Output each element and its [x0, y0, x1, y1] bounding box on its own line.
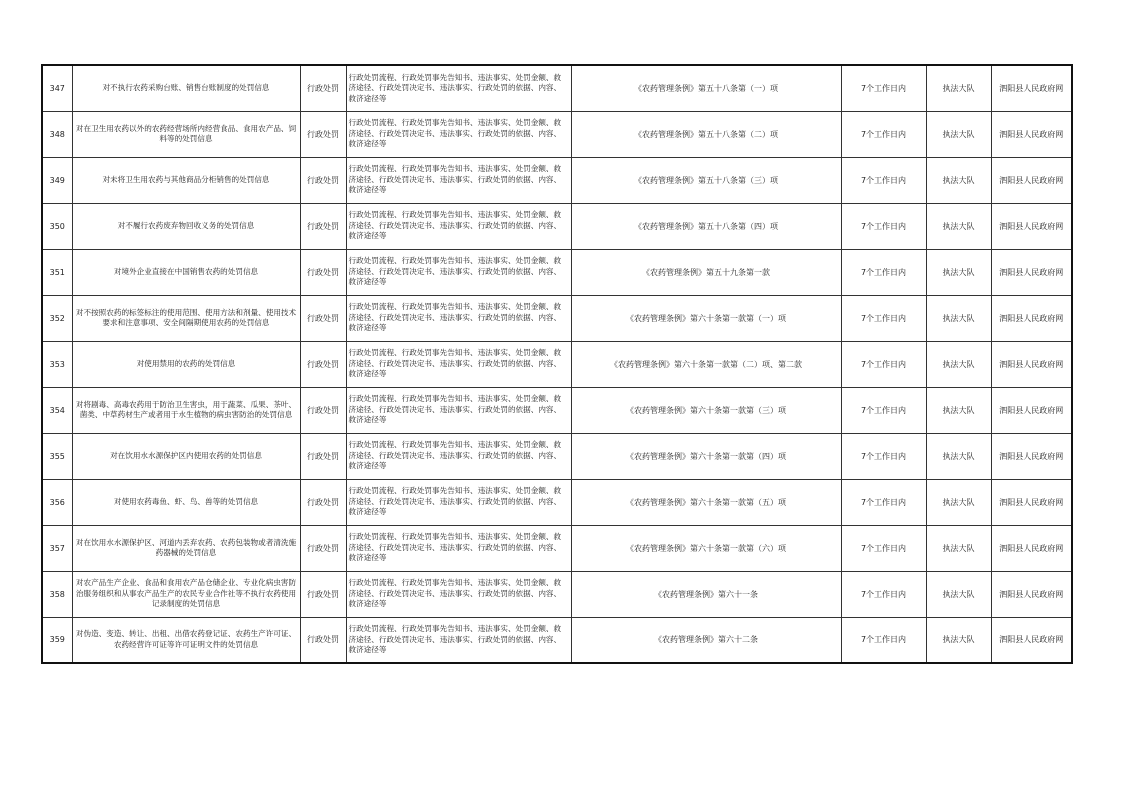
disclosure-content-cell: 行政处罚流程、行政处罚事先告知书、违法事实、处罚金额、救济途径、行政处罚决定书、违法事实、行政处罚的依据、内容、救济途径等 — [346, 341, 571, 387]
item-name-cell: 对不履行农药废弃物回收义务的处罚信息 — [72, 203, 300, 249]
row-number-cell: 353 — [42, 341, 72, 387]
row-number-cell: 352 — [42, 295, 72, 341]
row-number-cell: 354 — [42, 387, 72, 433]
legal-basis-cell: 《农药管理条例》第六十条第一款第（六）项 — [571, 525, 841, 571]
item-name-cell: 对境外企业直接在中国销售农药的处罚信息 — [72, 249, 300, 295]
item-name-cell: 对将剧毒、高毒农药用于防治卫生害虫，用于蔬菜、瓜果、茶叶、菌类、中草药材生产或者用于水生植物的病虫害防治的处罚信息 — [72, 387, 300, 433]
row-number-cell: 355 — [42, 433, 72, 479]
item-name-cell: 对农产品生产企业、食品和食用农产品仓储企业、专业化病虫害防治服务组织和从事农产品生产的农民专业合作社等不执行农药使用记录制度的处罚信息 — [72, 571, 300, 617]
responsible-unit-cell: 执法大队 — [926, 157, 991, 203]
disclosure-channel-cell: 泗阳县人民政府网 — [991, 341, 1072, 387]
disclosure-period-cell: 7个工作日内 — [841, 571, 926, 617]
disclosure-period-cell: 7个工作日内 — [841, 341, 926, 387]
legal-basis-cell: 《农药管理条例》第六十条第一款第（二）项、第二款 — [571, 341, 841, 387]
legal-basis-cell: 《农药管理条例》第六十二条 — [571, 617, 841, 663]
disclosure-period-cell: 7个工作日内 — [841, 203, 926, 249]
item-name-cell: 对伪造、变造、转让、出租、出借农药登记证、农药生产许可证、农药经营许可证等许可证明文件的处罚信息 — [72, 617, 300, 663]
table-row — [42, 111, 1072, 157]
disclosure-content-cell: 行政处罚流程、行政处罚事先告知书、违法事实、处罚金额、救济途径、行政处罚决定书、违法事实、行政处罚的依据、内容、救济途径等 — [346, 157, 571, 203]
item-name-cell: 对不按照农药的标签标注的使用范围、使用方法和剂量、使用技术要求和注意事项、安全间隔期使用农药的处罚信息 — [72, 295, 300, 341]
item-name-cell: 对使用农药毒鱼、虾、鸟、兽等的处罚信息 — [72, 479, 300, 525]
row-number-cell: 357 — [42, 525, 72, 571]
disclosure-content-cell: 行政处罚流程、行政处罚事先告知书、违法事实、处罚金额、救济途径、行政处罚决定书、违法事实、行政处罚的依据、内容、救济途径等 — [346, 571, 571, 617]
disclosure-period-cell: 7个工作日内 — [841, 617, 926, 663]
legal-basis-cell: 《农药管理条例》第六十条第一款第（三）项 — [571, 387, 841, 433]
item-type-cell: 行政处罚 — [300, 295, 346, 341]
legal-basis-cell: 《农药管理条例》第五十九条第一款 — [571, 249, 841, 295]
disclosure-channel-cell: 泗阳县人民政府网 — [991, 387, 1072, 433]
table-row — [42, 525, 1072, 571]
item-type-cell: 行政处罚 — [300, 387, 346, 433]
table-row — [42, 617, 1072, 663]
responsible-unit-cell: 执法大队 — [926, 65, 991, 111]
table-row — [42, 157, 1072, 203]
item-type-cell: 行政处罚 — [300, 617, 346, 663]
responsible-unit-cell: 执法大队 — [926, 341, 991, 387]
item-type-cell: 行政处罚 — [300, 479, 346, 525]
disclosure-content-cell: 行政处罚流程、行政处罚事先告知书、违法事实、处罚金额、救济途径、行政处罚决定书、违法事实、行政处罚的依据、内容、救济途径等 — [346, 203, 571, 249]
legal-basis-cell: 《农药管理条例》第六十条第一款第（四）项 — [571, 433, 841, 479]
item-type-cell: 行政处罚 — [300, 157, 346, 203]
disclosure-content-cell: 行政处罚流程、行政处罚事先告知书、违法事实、处罚金额、救济途径、行政处罚决定书、违法事实、行政处罚的依据、内容、救济途径等 — [346, 433, 571, 479]
disclosure-channel-cell: 泗阳县人民政府网 — [991, 525, 1072, 571]
table-row — [42, 249, 1072, 295]
disclosure-content-cell: 行政处罚流程、行政处罚事先告知书、违法事实、处罚金额、救济途径、行政处罚决定书、违法事实、行政处罚的依据、内容、救济途径等 — [346, 617, 571, 663]
disclosure-channel-cell: 泗阳县人民政府网 — [991, 111, 1072, 157]
legal-basis-cell: 《农药管理条例》第六十条第一款第（五）项 — [571, 479, 841, 525]
row-number-cell: 350 — [42, 203, 72, 249]
disclosure-period-cell: 7个工作日内 — [841, 65, 926, 111]
table-row — [42, 571, 1072, 617]
item-type-cell: 行政处罚 — [300, 341, 346, 387]
disclosure-channel-cell: 泗阳县人民政府网 — [991, 203, 1072, 249]
row-number-cell: 351 — [42, 249, 72, 295]
row-number-cell: 347 — [42, 65, 72, 111]
responsible-unit-cell: 执法大队 — [926, 479, 991, 525]
table-row — [42, 295, 1072, 341]
disclosure-table — [41, 64, 1073, 664]
item-name-cell: 对在饮用水水源保护区、河道内丢弃农药、农药包装物或者清洗施药器械的处罚信息 — [72, 525, 300, 571]
item-type-cell: 行政处罚 — [300, 203, 346, 249]
item-name-cell: 对在饮用水水源保护区内使用农药的处罚信息 — [72, 433, 300, 479]
table-body — [42, 65, 1072, 663]
disclosure-period-cell: 7个工作日内 — [841, 111, 926, 157]
item-name-cell: 对在卫生用农药以外的农药经营场所内经营食品、食用农产品、饲料等的处罚信息 — [72, 111, 300, 157]
disclosure-channel-cell: 泗阳县人民政府网 — [991, 295, 1072, 341]
item-type-cell: 行政处罚 — [300, 525, 346, 571]
responsible-unit-cell: 执法大队 — [926, 249, 991, 295]
table-row — [42, 203, 1072, 249]
disclosure-channel-cell: 泗阳县人民政府网 — [991, 249, 1072, 295]
legal-basis-cell: 《农药管理条例》第六十条第一款第（一）项 — [571, 295, 841, 341]
disclosure-period-cell: 7个工作日内 — [841, 295, 926, 341]
disclosure-period-cell: 7个工作日内 — [841, 525, 926, 571]
row-number-cell: 348 — [42, 111, 72, 157]
responsible-unit-cell: 执法大队 — [926, 387, 991, 433]
disclosure-content-cell: 行政处罚流程、行政处罚事先告知书、违法事实、处罚金额、救济途径、行政处罚决定书、违法事实、行政处罚的依据、内容、救济途径等 — [346, 525, 571, 571]
row-number-cell: 359 — [42, 617, 72, 663]
item-type-cell: 行政处罚 — [300, 111, 346, 157]
disclosure-period-cell: 7个工作日内 — [841, 157, 926, 203]
disclosure-content-cell: 行政处罚流程、行政处罚事先告知书、违法事实、处罚金额、救济途径、行政处罚决定书、违法事实、行政处罚的依据、内容、救济途径等 — [346, 387, 571, 433]
disclosure-period-cell: 7个工作日内 — [841, 479, 926, 525]
item-type-cell: 行政处罚 — [300, 249, 346, 295]
disclosure-period-cell: 7个工作日内 — [841, 387, 926, 433]
table-row — [42, 433, 1072, 479]
item-name-cell: 对未将卫生用农药与其他商品分柜销售的处罚信息 — [72, 157, 300, 203]
disclosure-content-cell: 行政处罚流程、行政处罚事先告知书、违法事实、处罚金额、救济途径、行政处罚决定书、违法事实、行政处罚的依据、内容、救济途径等 — [346, 65, 571, 111]
disclosure-channel-cell: 泗阳县人民政府网 — [991, 479, 1072, 525]
disclosure-content-cell: 行政处罚流程、行政处罚事先告知书、违法事实、处罚金额、救济途径、行政处罚决定书、违法事实、行政处罚的依据、内容、救济途径等 — [346, 111, 571, 157]
disclosure-content-cell: 行政处罚流程、行政处罚事先告知书、违法事实、处罚金额、救济途径、行政处罚决定书、违法事实、行政处罚的依据、内容、救济途径等 — [346, 249, 571, 295]
responsible-unit-cell: 执法大队 — [926, 295, 991, 341]
row-number-cell: 358 — [42, 571, 72, 617]
responsible-unit-cell: 执法大队 — [926, 525, 991, 571]
item-name-cell: 对使用禁用的农药的处罚信息 — [72, 341, 300, 387]
disclosure-channel-cell: 泗阳县人民政府网 — [991, 157, 1072, 203]
table-row — [42, 65, 1072, 111]
legal-basis-cell: 《农药管理条例》第五十八条第（一）项 — [571, 65, 841, 111]
item-type-cell: 行政处罚 — [300, 433, 346, 479]
disclosure-content-cell: 行政处罚流程、行政处罚事先告知书、违法事实、处罚金额、救济途径、行政处罚决定书、违法事实、行政处罚的依据、内容、救济途径等 — [346, 479, 571, 525]
legal-basis-cell: 《农药管理条例》第六十一条 — [571, 571, 841, 617]
row-number-cell: 349 — [42, 157, 72, 203]
item-name-cell: 对不执行农药采购台账、销售台账制度的处罚信息 — [72, 65, 300, 111]
disclosure-period-cell: 7个工作日内 — [841, 249, 926, 295]
disclosure-channel-cell: 泗阳县人民政府网 — [991, 433, 1072, 479]
responsible-unit-cell: 执法大队 — [926, 571, 991, 617]
table-row — [42, 341, 1072, 387]
responsible-unit-cell: 执法大队 — [926, 111, 991, 157]
responsible-unit-cell: 执法大队 — [926, 617, 991, 663]
row-number-cell: 356 — [42, 479, 72, 525]
legal-basis-cell: 《农药管理条例》第五十八条第（三）项 — [571, 157, 841, 203]
legal-basis-cell: 《农药管理条例》第五十八条第（二）项 — [571, 111, 841, 157]
table-row — [42, 479, 1072, 525]
disclosure-channel-cell: 泗阳县人民政府网 — [991, 617, 1072, 663]
disclosure-content-cell: 行政处罚流程、行政处罚事先告知书、违法事实、处罚金额、救济途径、行政处罚决定书、违法事实、行政处罚的依据、内容、救济途径等 — [346, 295, 571, 341]
table-row — [42, 387, 1072, 433]
disclosure-channel-cell: 泗阳县人民政府网 — [991, 65, 1072, 111]
legal-basis-cell: 《农药管理条例》第五十八条第（四）项 — [571, 203, 841, 249]
item-type-cell: 行政处罚 — [300, 65, 346, 111]
disclosure-channel-cell: 泗阳县人民政府网 — [991, 571, 1072, 617]
responsible-unit-cell: 执法大队 — [926, 203, 991, 249]
disclosure-period-cell: 7个工作日内 — [841, 433, 926, 479]
item-type-cell: 行政处罚 — [300, 571, 346, 617]
responsible-unit-cell: 执法大队 — [926, 433, 991, 479]
